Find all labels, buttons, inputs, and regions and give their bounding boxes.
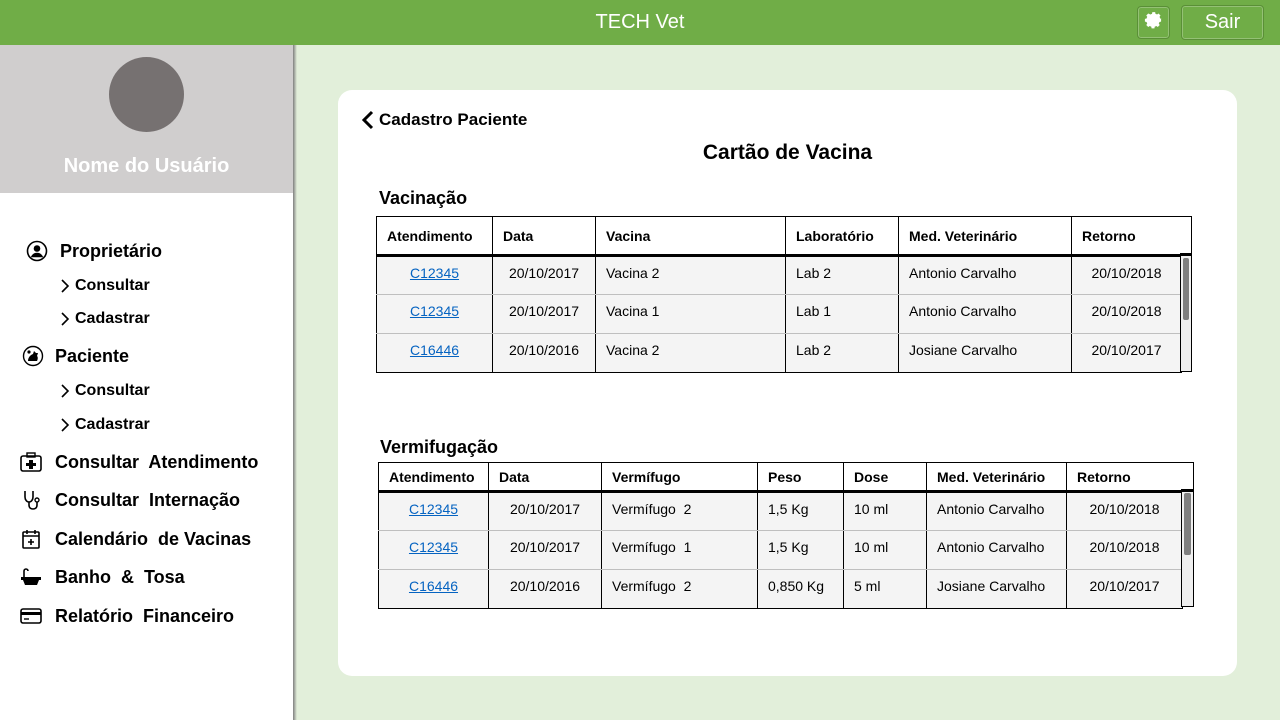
table-row[interactable]: [377, 295, 1182, 334]
table-cell: Vermífugo 1: [602, 531, 758, 570]
sidebar-subitem-proprietario-consultar[interactable]: [58, 277, 150, 295]
atendimento-link[interactable]: C12345: [409, 265, 460, 281]
medical-kit-icon: [20, 451, 42, 473]
table-cell: Lab 2: [786, 334, 899, 373]
table-cell: Vacina 2: [596, 334, 786, 373]
pet-icon: [22, 345, 44, 367]
app-title: TECH Vet: [595, 11, 685, 33]
sidebar-item-consultar-atendimento[interactable]: [20, 451, 258, 473]
sidebar-item-label: Consultar Internação: [55, 489, 241, 510]
deworming-table: [378, 462, 1183, 609]
sidebar-subitem-label: Cadastrar: [75, 310, 150, 327]
credit-card-icon: [20, 605, 42, 627]
logout-button[interactable]: Sair: [1181, 5, 1264, 40]
chevron-right-icon: [58, 312, 72, 326]
column-header[interactable]: Atendimento: [379, 463, 489, 492]
table-cell: 20/10/2017: [493, 295, 596, 334]
scrollbar-thumb[interactable]: [1184, 493, 1191, 555]
page-title: Cartão de Vacina: [702, 141, 873, 164]
stethoscope-icon: [20, 489, 42, 511]
table-cell: Lab 1: [786, 295, 899, 334]
sidebar-item-paciente[interactable]: [22, 345, 129, 367]
atendimento-link[interactable]: C16446: [409, 342, 460, 358]
column-header[interactable]: Data: [489, 463, 602, 492]
table-cell: 20/10/2016: [493, 334, 596, 373]
atendimento-link[interactable]: C16446: [408, 578, 459, 594]
user-name: Nome do Usuário: [63, 155, 230, 177]
bathtub-icon: [20, 566, 42, 588]
table-row[interactable]: [379, 492, 1183, 531]
vaccination-table: [376, 216, 1182, 373]
table-cell: 20/10/2017: [1072, 334, 1182, 373]
table-cell: 1,5 Kg: [758, 492, 844, 531]
section-title-vacinacao: Vacinação: [379, 188, 468, 208]
avatar[interactable]: [109, 57, 184, 132]
table-cell: 20/10/2017: [493, 256, 596, 295]
sidebar-item-label: Proprietário: [60, 240, 163, 261]
deworming-scrollbar[interactable]: [1181, 491, 1194, 607]
back-link-label: Cadastro Paciente: [379, 110, 528, 129]
atendimento-link[interactable]: C12345: [408, 501, 459, 517]
sidebar-item-relatorio-financeiro[interactable]: [20, 605, 234, 627]
column-header[interactable]: Laboratório: [786, 217, 899, 256]
chevron-right-icon: [58, 279, 72, 293]
table-cell: 20/10/2018: [1072, 256, 1182, 295]
sidebar-subitem-label: Cadastrar: [75, 416, 150, 433]
sidebar-item-banho-tosa[interactable]: [20, 566, 185, 588]
table-cell: 5 ml: [844, 570, 927, 609]
sidebar-subitem-label: Consultar: [75, 277, 150, 294]
user-circle-icon: [26, 240, 48, 262]
atendimento-link[interactable]: C12345: [408, 539, 459, 555]
sidebar-subitem-proprietario-cadastrar[interactable]: [58, 310, 150, 328]
table-cell: 20/10/2017: [489, 531, 602, 570]
table-header-corner: [1181, 462, 1194, 492]
vaccination-scrollbar[interactable]: [1180, 256, 1192, 372]
table-cell: 20/10/2018: [1067, 492, 1183, 531]
table-cell: Lab 2: [786, 256, 899, 295]
table-cell: 0,850 Kg: [758, 570, 844, 609]
column-header[interactable]: Vacina: [596, 217, 786, 256]
column-header[interactable]: Atendimento: [377, 217, 493, 256]
column-header[interactable]: Med. Veterinário: [927, 463, 1067, 492]
sidebar-divider: [293, 45, 297, 720]
table-row[interactable]: [379, 570, 1183, 609]
table-cell: Antonio Carvalho: [927, 531, 1067, 570]
sidebar-item-label: Paciente: [55, 345, 130, 366]
table-cell: Vacina 1: [596, 295, 786, 334]
sidebar-item-consultar-internacao[interactable]: [20, 489, 240, 511]
atendimento-link[interactable]: C12345: [409, 303, 460, 319]
sidebar-item-proprietario[interactable]: [26, 240, 162, 262]
chevron-left-icon: [361, 110, 374, 130]
table-cell: Antonio Carvalho: [927, 492, 1067, 531]
settings-button[interactable]: [1137, 6, 1170, 39]
scrollbar-thumb[interactable]: [1183, 258, 1189, 320]
table-cell: 20/10/2017: [1067, 570, 1183, 609]
table-row[interactable]: [379, 531, 1183, 570]
sidebar-subitem-paciente-cadastrar[interactable]: [58, 416, 150, 434]
table-cell: 20/10/2018: [1072, 295, 1182, 334]
calendar-plus-icon: [20, 528, 42, 550]
table-cell: Antonio Carvalho: [899, 256, 1072, 295]
sidebar-item-calendario-vacinas[interactable]: [20, 528, 251, 550]
table-cell: 20/10/2017: [489, 492, 602, 531]
column-header[interactable]: Data: [493, 217, 596, 256]
table-header-row: [377, 217, 1182, 256]
sidebar-item-label: Consultar Atendimento: [55, 451, 259, 472]
table-cell: Vacina 2: [596, 256, 786, 295]
table-cell: Josiane Carvalho: [899, 334, 1072, 373]
table-row[interactable]: [377, 256, 1182, 295]
back-link[interactable]: [361, 109, 527, 131]
section-title-vermifugacao: Vermifugação: [380, 437, 499, 457]
sidebar-item-label: Calendário de Vacinas: [55, 528, 252, 549]
table-cell: 1,5 Kg: [758, 531, 844, 570]
table-cell: Antonio Carvalho: [899, 295, 1072, 334]
chevron-right-icon: [58, 384, 72, 398]
table-header-corner: [1180, 216, 1192, 256]
table-cell: 10 ml: [844, 531, 927, 570]
column-header[interactable]: Retorno: [1072, 217, 1182, 256]
column-header[interactable]: Retorno: [1067, 463, 1183, 492]
sidebar-subitem-paciente-consultar[interactable]: [58, 382, 150, 400]
sidebar-subitem-label: Consultar: [75, 382, 150, 399]
sidebar-item-label: Banho & Tosa: [55, 566, 185, 587]
column-header[interactable]: Dose: [844, 463, 927, 492]
table-cell: 20/10/2018: [1067, 531, 1183, 570]
table-cell: 10 ml: [844, 492, 927, 531]
column-header[interactable]: Med. Veterinário: [899, 217, 1072, 256]
table-cell: Vermífugo 2: [602, 492, 758, 531]
sidebar-item-label: Relatório Financeiro: [55, 605, 235, 626]
user-panel: [0, 45, 293, 193]
table-cell: 20/10/2016: [489, 570, 602, 609]
table-header-row: [379, 463, 1183, 492]
gear-icon: [1144, 10, 1164, 35]
chevron-right-icon: [58, 418, 72, 432]
table-cell: Josiane Carvalho: [927, 570, 1067, 609]
table-row[interactable]: [377, 334, 1182, 373]
table-cell: Vermífugo 2: [602, 570, 758, 609]
column-header[interactable]: Vermífugo: [602, 463, 758, 492]
column-header[interactable]: Peso: [758, 463, 844, 492]
